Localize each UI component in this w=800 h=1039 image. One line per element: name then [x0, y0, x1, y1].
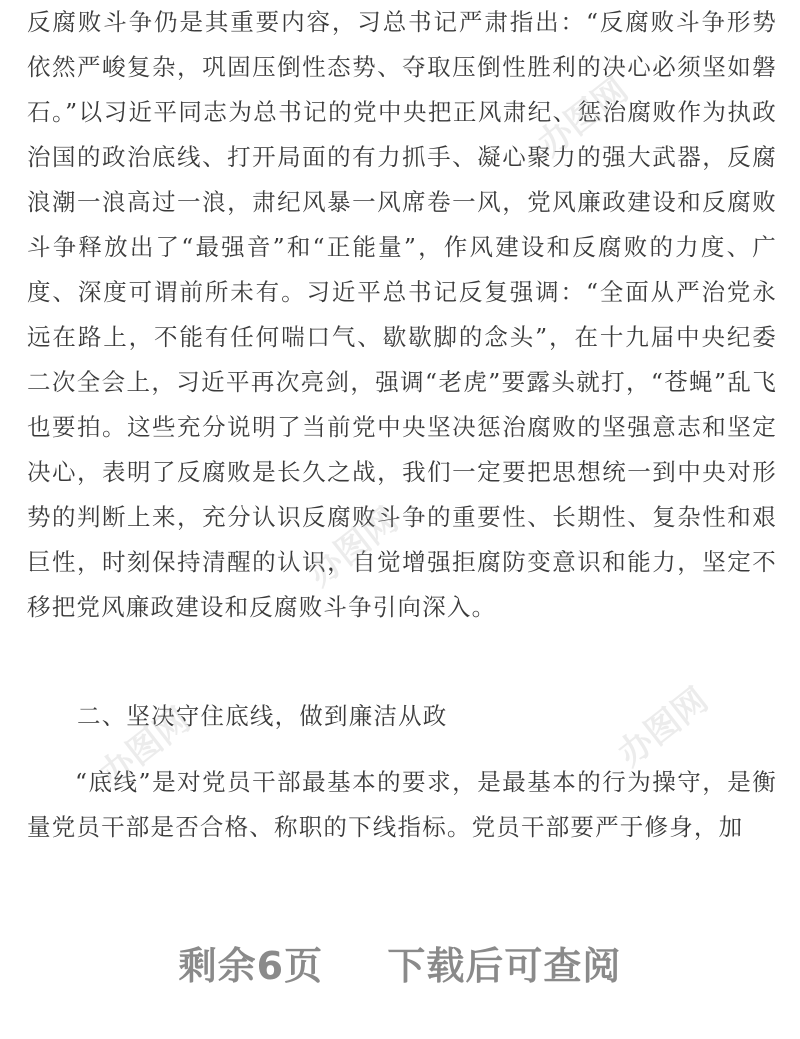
body-paragraph-2: “底线”是对党员干部最基本的要求，是最基本的行为操守，是衡量党员干部是否合格、称职的下线指标。党员干部要严于修身，加: [27, 768, 777, 841]
download-to-view-label[interactable]: 下载后可查阅: [387, 944, 622, 988]
watermark-logo: 办图网: [610, 680, 716, 775]
section-heading-2: 二、坚决守住底线，做到廉洁从政: [77, 702, 448, 730]
remaining-pages-label: 剩余6页: [178, 944, 324, 988]
watermark-logo: 办图网: [300, 500, 406, 595]
body-paragraph-1: 反腐败斗争仍是其重要内容，习总书记严肃指出：“反腐败斗争形势依然严峻复杂，巩固压倒性态势、夺取压倒性胜利的决心必须坚如磐石。”以习近平同志为总书记的党中央把正风肃纪、惩治腐败作为执政治国的政治底线、打开局面的有力抓手、凝心聚力的强大武器，反腐浪潮一浪高过一浪，肃纪风暴一风席卷一风，党风廉政建设和反腐败斗争释放出了“最强音”和“正能量”，作风建设和反腐败的力度、广度、深度可谓前所未有。习近平总书记反复强调：“全面从严治党永远在路上，不能有任何喘口气、歇歇脚的念头”，在十九届中央纪委二次全会上，习近平再次亮剑，强调“老虎”要露头就打，“苍蝇”乱飞也要拍。这些充分说明了当前党中央坚决惩治腐败的坚强意志和坚定决心，表明了反腐败是长久之战，我们一定要把思想统一到中央对形势的判断上来，充分认识反腐败斗争的重要性、长期性、复杂性和艰巨性，时刻保持清醒的认识，自觉增强拒腐防变意识和能力，坚定不移把党风廉政建设和反腐败斗争引向深入。: [27, 8, 777, 621]
watermark-logo: 办图网: [92, 700, 198, 795]
watermark-logo: 办图网: [530, 70, 636, 165]
download-prompt-banner[interactable]: [0, 935, 800, 990]
